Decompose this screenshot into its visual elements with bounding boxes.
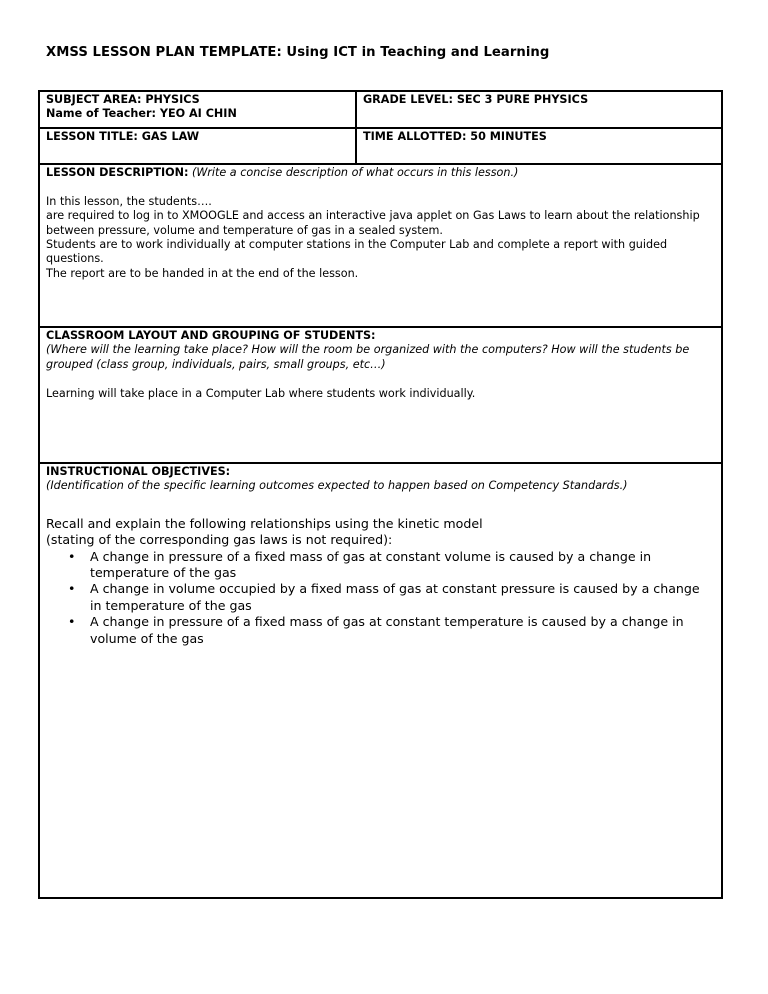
objectives-prompt: (Identification of the specific learning outcomes expected to happen based on Competency Standards.) <box>46 479 628 493</box>
lesson-title-cell <box>40 129 357 163</box>
grade-level: GRADE LEVEL: SEC 3 PURE PHYSICS <box>363 93 589 106</box>
document-title: XMSS LESSON PLAN TEMPLATE: Using ICT in Teaching and Learning <box>46 45 550 60</box>
lesson-description-line: Students are to work individually at computer stations in the Computer Lab and complete a report with guided questions. <box>46 238 668 266</box>
row-title-time <box>40 129 721 165</box>
bullet-icon: • <box>68 614 76 630</box>
lesson-description-header <box>46 166 715 180</box>
objectives-intro-note: (stating of the corresponding gas laws is not required): <box>46 532 393 548</box>
classroom-layout-cell <box>40 328 721 462</box>
objective-item <box>68 614 715 647</box>
classroom-layout-heading: CLASSROOM LAYOUT AND GROUPING OF STUDENTS: <box>46 329 376 342</box>
lesson-description-line: are required to log in to XMOOGLE and access an interactive java applet on Gas Laws to learn about the relationship between pressure, volume and temperature of gas in a sealed system. <box>46 209 700 237</box>
grade-cell <box>357 92 721 127</box>
bullet-icon: • <box>68 548 76 564</box>
objective-item <box>68 548 715 582</box>
objectives-intro: Recall and explain the following relationships using the kinetic model <box>46 515 483 531</box>
lesson-description-prompt: (Write a concise description of what occurs in this lesson.) <box>188 166 519 179</box>
lesson-description-line: In this lesson, the students…. <box>46 194 212 208</box>
classroom-layout-answer: Learning will take place in a Computer Lab where students work individually. <box>46 386 476 400</box>
lesson-plan-table <box>38 90 723 899</box>
objectives-list <box>46 549 715 647</box>
classroom-layout-prompt: (Where will the learning take place? How will the room be organized with the computers? How will the students be grouped (class group, individuals, pairs, small groups, etc…) <box>46 343 690 371</box>
subject-area: SUBJECT AREA: PHYSICS <box>46 93 200 106</box>
subject-cell <box>40 92 357 127</box>
objective-text: A change in volume occupied by a fixed mass of gas at constant pressure is caused by a change in temperature of the gas <box>90 581 700 613</box>
objective-text: A change in pressure of a fixed mass of gas at constant volume is caused by a change in temperature of the gas <box>90 548 652 581</box>
time-cell <box>357 129 721 163</box>
lesson-description-heading: LESSON DESCRIPTION: <box>46 166 189 179</box>
lesson-description-line: The report are to be handed in at the end of the lesson. <box>46 266 359 280</box>
lesson-title: LESSON TITLE: GAS LAW <box>46 130 200 143</box>
objective-text: A change in pressure of a fixed mass of gas at constant temperature is caused by a change in volume of the gas <box>90 614 684 646</box>
lesson-description-cell <box>40 165 721 326</box>
row-instructional-objectives <box>40 464 721 897</box>
time-allotted: TIME ALLOTTED: 50 MINUTES <box>363 130 547 143</box>
objective-item <box>68 581 715 614</box>
objectives-cell <box>40 464 721 897</box>
objectives-heading: INSTRUCTIONAL OBJECTIVES: <box>46 465 231 478</box>
row-lesson-description <box>40 165 721 328</box>
row-subject-grade <box>40 92 721 129</box>
bullet-icon: • <box>68 581 76 597</box>
teacher-name: Name of Teacher: YEO AI CHIN <box>46 107 237 121</box>
row-classroom-layout <box>40 328 721 464</box>
